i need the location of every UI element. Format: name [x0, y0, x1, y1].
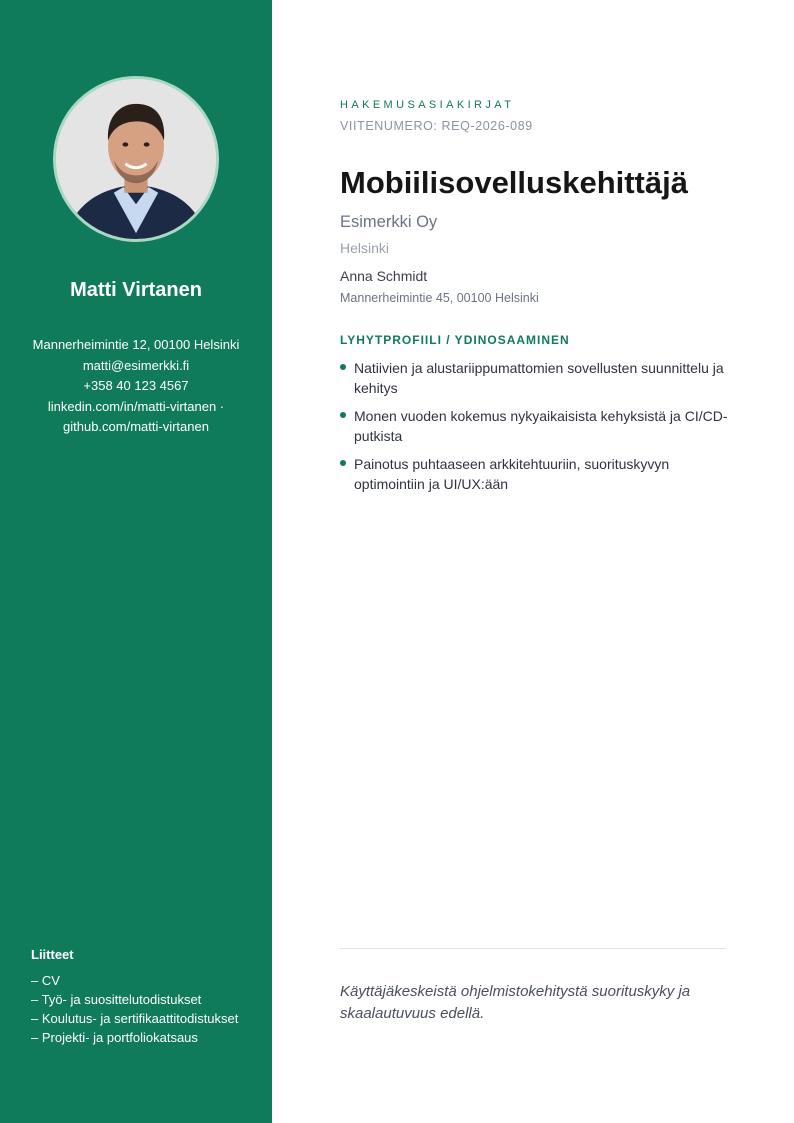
- contact-info: [20, 335, 252, 438]
- divider: [340, 948, 726, 949]
- bullet-dot-icon: [340, 364, 346, 370]
- attachment-item: – Koulutus- ja sertifikaattitodistukset: [31, 1011, 239, 1026]
- attachments-title: Liitteet: [31, 947, 74, 962]
- sidebar: [0, 0, 272, 1123]
- list-item: [340, 406, 730, 446]
- attachments-list: [31, 971, 238, 1047]
- candidate-name: Matti Virtanen: [70, 279, 202, 301]
- contact-email[interactable]: matti@esimerkki.fi: [82, 357, 190, 373]
- list-item: [340, 358, 730, 398]
- contact-phone[interactable]: +358 40 123 4567: [83, 378, 189, 393]
- bullet-dot-icon: [340, 412, 346, 418]
- section-title: LYHYTPROFIILI / YDINOSAAMINEN: [340, 333, 570, 347]
- document-type: HAKEMUSASIAKIRJAT: [340, 99, 515, 111]
- attachment-item: – Työ- ja suosittelutodistukset: [31, 992, 202, 1007]
- list-item-text: Monen vuoden kokemus nykyaikaisista kehyksistä ja CI/CD-putkista: [354, 408, 728, 444]
- profile-bullets: [340, 358, 730, 502]
- company-city: Helsinki: [340, 240, 390, 256]
- attachment-item: – CV: [31, 973, 60, 988]
- company-name: Esimerkki Oy: [340, 213, 438, 231]
- list-item-text: Natiivien ja alustariippumattomien sovellusten suunnittelu ja kehitys: [354, 360, 724, 396]
- recipient-name: Anna Schmidt: [340, 268, 428, 284]
- attachment-item: – Projekti- ja portfoliokatsaus: [31, 1030, 198, 1045]
- profile-photo: [53, 76, 219, 242]
- list-item: [340, 454, 730, 494]
- contact-github[interactable]: github.com/matti-virtanen: [63, 419, 209, 434]
- tagline: Käyttäjäkeskeistä ohjelmistokehitystä suorituskyky ja skaalautuvuus edellä.: [340, 983, 691, 1022]
- contact-address: Mannerheimintie 12, 00100 Helsinki: [32, 337, 240, 352]
- recipient-address: Mannerheimintie 45, 00100 Helsinki: [340, 291, 539, 305]
- contact-linkedin[interactable]: linkedin.com/in/matti-virtanen ·: [47, 398, 225, 414]
- reference-number: VIITENUMERO: REQ-2026-089: [340, 119, 533, 133]
- job-title: Mobiilisovelluskehittäjä: [340, 165, 688, 200]
- bullet-dot-icon: [340, 460, 346, 466]
- avatar-image: [56, 79, 216, 239]
- list-item-text: Painotus puhtaaseen arkkitehtuuriin, suorituskyvyn optimointiin ja UI/UX:ään: [354, 456, 670, 492]
